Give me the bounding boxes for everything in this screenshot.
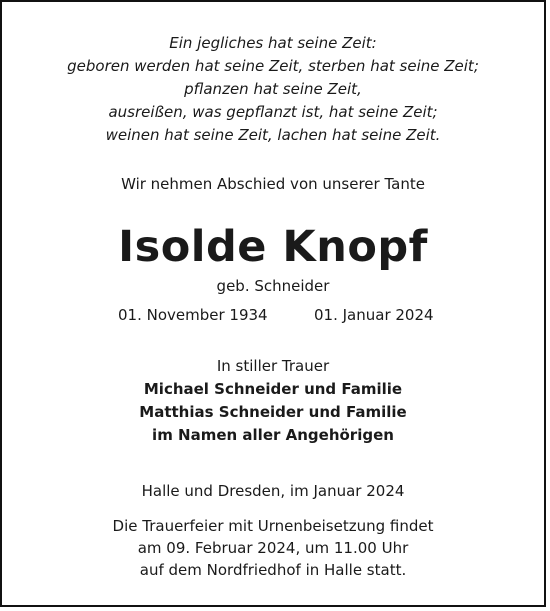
- intro-text: Wir nehmen Abschied von unserer Tante: [121, 175, 425, 193]
- birth-name: geb. Schneider: [216, 277, 330, 295]
- poem-line: weinen hat seine Zeit, lachen hat seine Zeit.: [105, 126, 441, 144]
- poem-line: pflanzen hat seine Zeit,: [184, 80, 362, 98]
- service-line: Die Trauerfeier mit Urnenbeisetzung findet: [112, 517, 434, 535]
- mourner-entry: Matthias Schneider und Familie: [139, 403, 407, 421]
- service-line: auf dem Nordfriedhof in Halle statt.: [139, 561, 407, 579]
- service-line: am 09. Februar 2024, um 11.00 Uhr: [137, 539, 409, 557]
- deceased-name: Isolde Knopf: [118, 222, 428, 272]
- birth-date: 01. November 1934: [118, 306, 268, 324]
- mourners-intro: In stiller Trauer: [216, 357, 330, 375]
- poem-line: geboren werden hat seine Zeit, sterben hat seine Zeit;: [67, 57, 479, 75]
- poem-line: ausreißen, was gepflanzt ist, hat seine Zeit;: [108, 103, 438, 121]
- poem-block: [2, 32, 544, 147]
- death-date: 01. Januar 2024: [314, 306, 434, 324]
- mourner-entry: im Namen aller Angehörigen: [152, 426, 394, 444]
- poem-line: Ein jegliches hat seine Zeit:: [169, 34, 377, 52]
- mourner-entry: Michael Schneider und Familie: [143, 380, 403, 398]
- service-info: [2, 515, 544, 581]
- place-date: Halle und Dresden, im Januar 2024: [141, 482, 405, 500]
- mourners-list: [2, 378, 544, 447]
